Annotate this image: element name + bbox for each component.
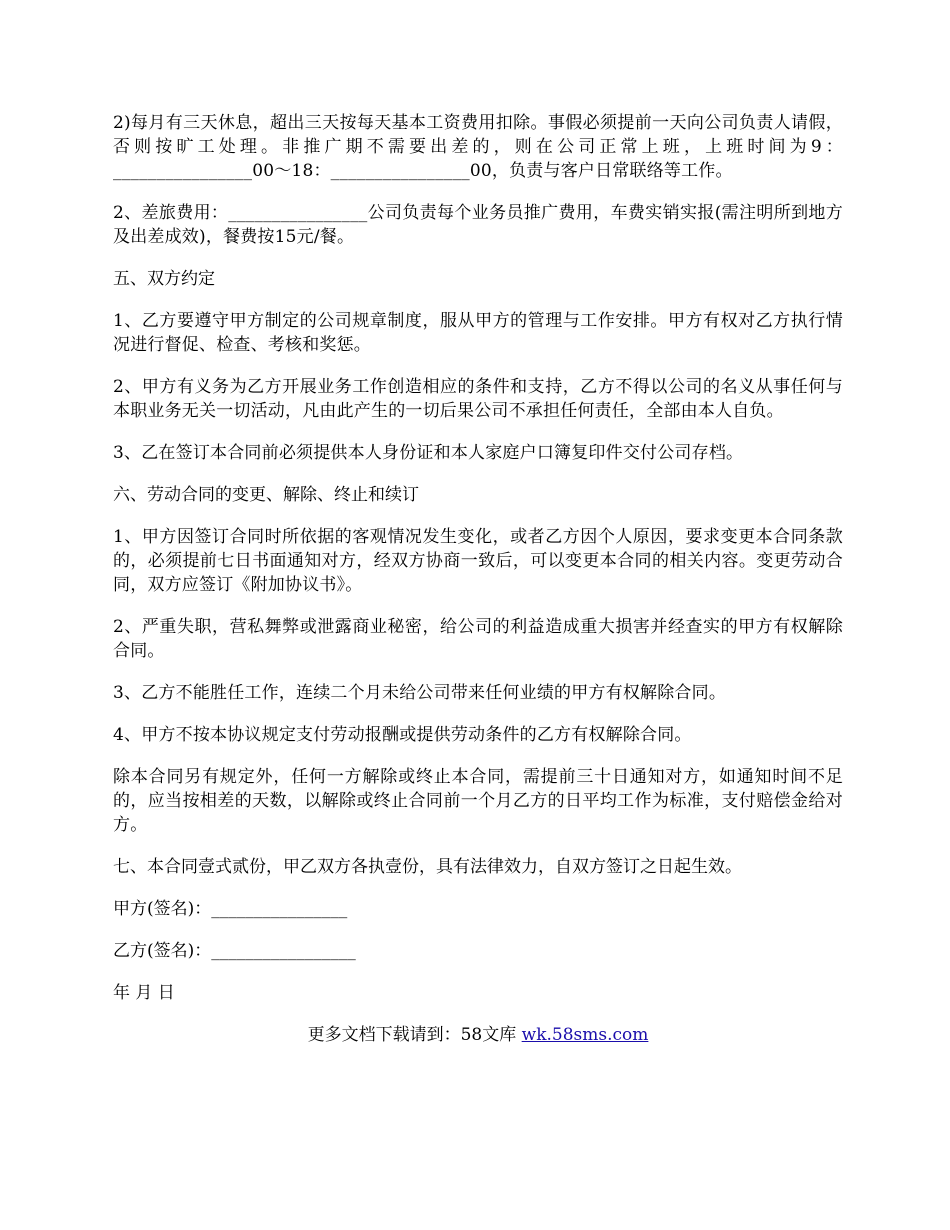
paragraph-agreement-3: 3、乙在签订本合同前必须提供本人身份证和本人家庭户口簿复印件交付公司存档。 — [113, 443, 744, 463]
section-heading-effectiveness: 七、本合同壹式贰份，甲乙双方各执壹份，具有法律效力，自双方签订之日起生效。 — [113, 857, 742, 877]
section-heading-contract-changes: 六、劳动合同的变更、解除、终止和续订 — [113, 485, 419, 505]
signature-party-b: 乙方(签名)：_________________ — [113, 941, 356, 961]
footer-link[interactable]: wk.58sms.com — [521, 1025, 649, 1045]
footer — [113, 1023, 843, 1047]
paragraph-changes-1: 1、甲方因签订合同时所依据的客观情况发生变化，或者乙方因个人原因，要求变更本合同条款的，必须提前七日书面通知对方，经双方协商一致后，可以变更本合同的相关内容。变更劳动合同，双方应签订《附加协议书》。 — [113, 527, 843, 595]
paragraph-termination-notice: 除本合同另有规定外，任何一方解除或终止本合同，需提前三十日通知对方，如通知时间不足的，应当按相差的天数，以解除或终止合同前一个月乙方的日平均工作为标准，支付赔偿金给对方。 — [113, 767, 843, 835]
signature-date: 年 月 日 — [113, 983, 175, 1003]
paragraph-travel-expenses: 2、差旅费用：________________公司负责每个业务员推广费用，车费实销实报(需注明所到地方及出差成效)，餐费按15元/餐。 — [113, 203, 843, 247]
section-heading-agreement: 五、双方约定 — [113, 269, 215, 289]
paragraph-changes-4: 4、甲方不按本协议规定支付劳动报酬或提供劳动条件的乙方有权解除合同。 — [113, 725, 692, 745]
paragraph-agreement-2: 2、甲方有义务为乙方开展业务工作创造相应的条件和支持，乙方不得以公司的名义从事任何与本职业务无关一切活动，凡由此产生的一切后果公司不承担任何责任，全部由本人自负。 — [113, 377, 843, 421]
paragraph-agreement-1: 1、乙方要遵守甲方制定的公司规章制度，服从甲方的管理与工作安排。甲方有权对乙方执行情况进行督促、检查、考核和奖惩。 — [113, 311, 843, 355]
footer-text: 更多文档下载请到：58文库 — [307, 1025, 522, 1045]
document-page — [113, 111, 843, 1047]
signature-party-a: 甲方(签名)：________________ — [113, 899, 348, 919]
paragraph-changes-2: 2、严重失职，营私舞弊或泄露商业秘密，给公司的利益造成重大损害并经查实的甲方有权解除合同。 — [113, 617, 843, 661]
paragraph-rest-days: 2)每月有三天休息，超出三天按每天基本工资费用扣除。事假必须提前一天向公司负责人请假，否则按旷工处理。非推广期不需要出差的，则在公司正常上班，上班时间为9：________________00～18：________________00，负责与客户日常联络等工作。 — [113, 113, 843, 181]
paragraph-changes-3: 3、乙方不能胜任工作，连续二个月未给公司带来任何业绩的甲方有权解除合同。 — [113, 683, 727, 703]
